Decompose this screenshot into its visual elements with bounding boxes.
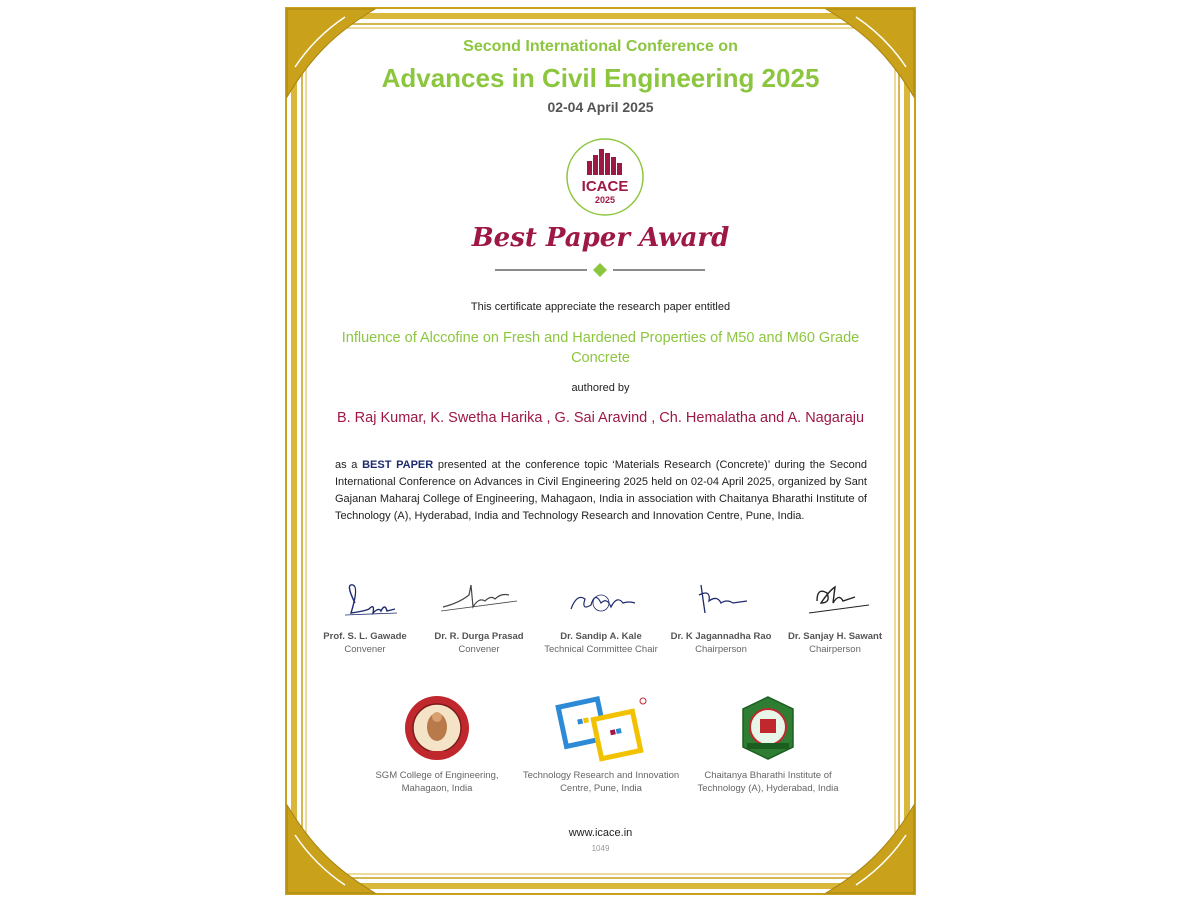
- signature-2-icon: [439, 573, 519, 623]
- diamond-icon: [593, 263, 607, 277]
- signatory-4-name: Dr. K Jagannadha Rao: [670, 631, 772, 642]
- signatory-5-role: Chairperson: [809, 644, 861, 655]
- logo-year: 2025: [594, 195, 616, 205]
- signatory-3-name: Dr. Sandip A. Kale: [560, 631, 642, 642]
- paper-title: Influence of Alccofine on Fresh and Hardened Properties of M50 and M60 Grade Concrete: [341, 330, 860, 366]
- conference-date: 02-04 April 2025: [547, 99, 654, 115]
- organization-3: [688, 693, 848, 795]
- signatory-2-name: Dr. R. Durga Prasad: [434, 631, 524, 642]
- signature-5-icon: [795, 573, 875, 623]
- signatory-4-role: Chairperson: [695, 644, 747, 655]
- signature-1-icon: [325, 573, 405, 623]
- signatory-3-role: Technical Committee Chair: [544, 644, 658, 655]
- logo-text: ICACE: [581, 178, 629, 195]
- conference-title: Advances in Civil Engineering 2025: [381, 63, 820, 93]
- best-paper-highlight: BEST PAPER: [362, 459, 434, 471]
- signatory-5: [765, 573, 905, 655]
- certificate: [285, 7, 916, 895]
- cbit-seal-icon: [733, 693, 803, 763]
- signatory-1-role: Convener: [344, 644, 386, 655]
- authors: B. Raj Kumar, K. Swetha Harika , G. Sai Aravind , Ch. Hemalatha and A. Nagaraju: [336, 410, 865, 426]
- signatory-2: [409, 573, 549, 655]
- icace-logo-icon: [565, 137, 645, 217]
- organization-3-name: Chaitanya Bharathi Institute of Technology (A), Hyderabad, India: [697, 770, 839, 794]
- signature-3-icon: [561, 573, 641, 623]
- organization-1-name: SGM College of Engineering, Mahagaon, India: [375, 770, 499, 794]
- signatory-5-name: Dr. Sanjay H. Sawant: [788, 631, 882, 642]
- award-description: [335, 457, 867, 525]
- website-link[interactable]: www.icace.in: [568, 827, 633, 839]
- description-prefix: as a: [335, 459, 363, 471]
- conference-subtitle: Second International Conference on: [463, 38, 738, 55]
- award-title: Best Paper Award: [471, 223, 730, 253]
- signatory-2-role: Convener: [458, 644, 500, 655]
- signatory-3: [531, 573, 671, 655]
- organization-2: [521, 693, 681, 795]
- title-divider: [495, 262, 705, 278]
- description-text: presented at the conference topic ‘Materials Research (Concrete)’ during the Second International Conference on Advances in Civil Engineering 2025 held on 02-04 April 2025, organized by Sant Gajanan Maharaj College of Engineering, Mahagaon, India in association with Chaitanya Bharathi Institute of Technology (A), Hyderabad, India and Technology Research and Innovation Centre, Pune, India.: [335, 459, 867, 522]
- sgm-seal-icon: [402, 693, 472, 763]
- signatory-1-name: Prof. S. L. Gawade: [323, 631, 407, 642]
- authored-by-label: authored by: [571, 382, 630, 394]
- certificate-number: 1049: [591, 844, 610, 853]
- signature-4-icon: [681, 573, 761, 623]
- intro-text: This certificate appreciate the research paper entitled: [470, 301, 731, 313]
- organization-1: [357, 693, 517, 795]
- tric-logo-icon: [551, 693, 651, 763]
- organization-2-name: Technology Research and Innovation Centre, Pune, India: [522, 770, 680, 794]
